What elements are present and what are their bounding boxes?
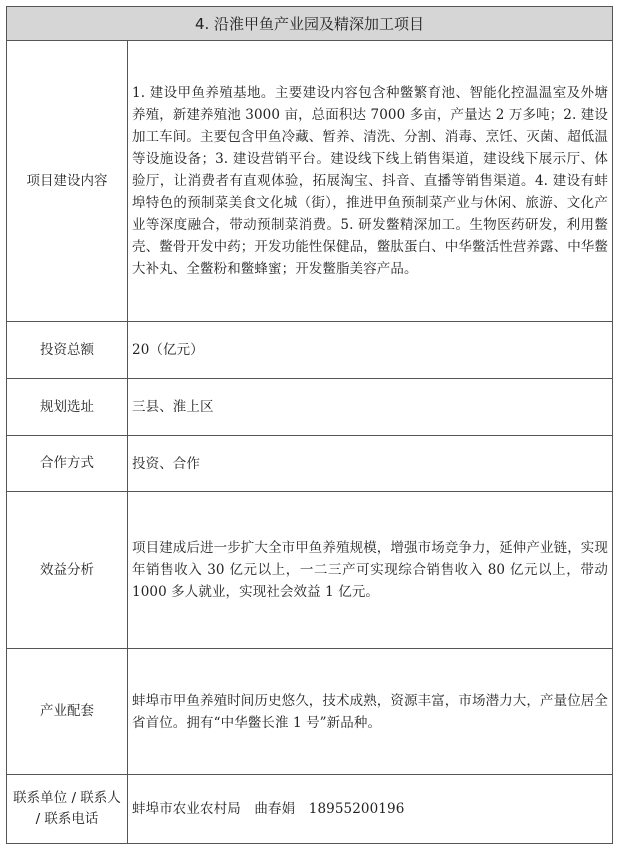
project-title: 4. 沿淮甲鱼产业园及精深加工项目 [7, 7, 613, 41]
table-row [7, 379, 613, 436]
row-value-investment: 20（亿元） [128, 322, 613, 379]
row-value-content: 1. 建设甲鱼养殖基地。主要建设内容包含种鳖繁育池、智能化控温温室及外塘养殖，新建养殖池 3000 亩，总面积达 7000 多亩，产量达 2 万多吨；2. 建设加工车间。主要包含甲鱼冷藏、暂养、清洗、分割、消毒、烹饪、灭菌、超低温等设施设备；3. 建设营销平台。建设线下线上销售渠道，建设线下展示厅、体验厅，让消费者有直观体验，拓展淘宝、抖音、直播等销售渠道。4. 建设有蚌埠特色的预制菜美食文化城（街），推进甲鱼预制菜产业与休闲、旅游、文化产业等深度融合，带动预制菜消费。5. 研发鳖精深加工。生物医药研发，利用鳖壳、鳖骨开发中药；开发功能性保健品，鳖肽蛋白、中华鳖活性营养露、中华鳖大补丸、全鳖粉和鳖蜂蜜；开发鳖脂美容产品。 [128, 41, 613, 322]
row-label-investment: 投资总额 [7, 322, 128, 379]
row-value-contact: 蚌埠市农业农村局 曲春娟 18955200196 [128, 775, 613, 844]
table-row [7, 649, 613, 775]
row-value-cooperation: 投资、合作 [128, 436, 613, 492]
row-label-contact [7, 775, 128, 844]
table-row [7, 41, 613, 322]
table-row [7, 492, 613, 649]
table-row [7, 322, 613, 379]
row-label-cooperation: 合作方式 [7, 436, 128, 492]
contact-label-line-2: / 联系电话 [35, 811, 99, 827]
row-value-location: 三县、淮上区 [128, 379, 613, 436]
contact-label-line-1: 联系单位 / 联系人 [13, 790, 121, 806]
table-row [7, 436, 613, 492]
row-label-benefit: 效益分析 [7, 492, 128, 649]
project-table [6, 6, 613, 844]
table-row [7, 775, 613, 844]
row-label-content: 项目建设内容 [7, 41, 128, 322]
title-row [7, 7, 613, 41]
row-value-benefit: 项目建成后进一步扩大全市甲鱼养殖规模，增强市场竞争力，延伸产业链，实现年销售收入 30 亿元以上，一二三产可实现综合销售收入 80 亿元以上，带动 1000 多人就业，实现社会效益 1 亿元。 [128, 492, 613, 649]
row-label-supporting: 产业配套 [7, 649, 128, 775]
row-value-supporting: 蚌埠市甲鱼养殖时间历史悠久，技术成熟，资源丰富，市场潜力大，产量位居全省首位。拥有“中华鳖长淮 1 号”新品种。 [128, 649, 613, 775]
row-label-location: 规划选址 [7, 379, 128, 436]
